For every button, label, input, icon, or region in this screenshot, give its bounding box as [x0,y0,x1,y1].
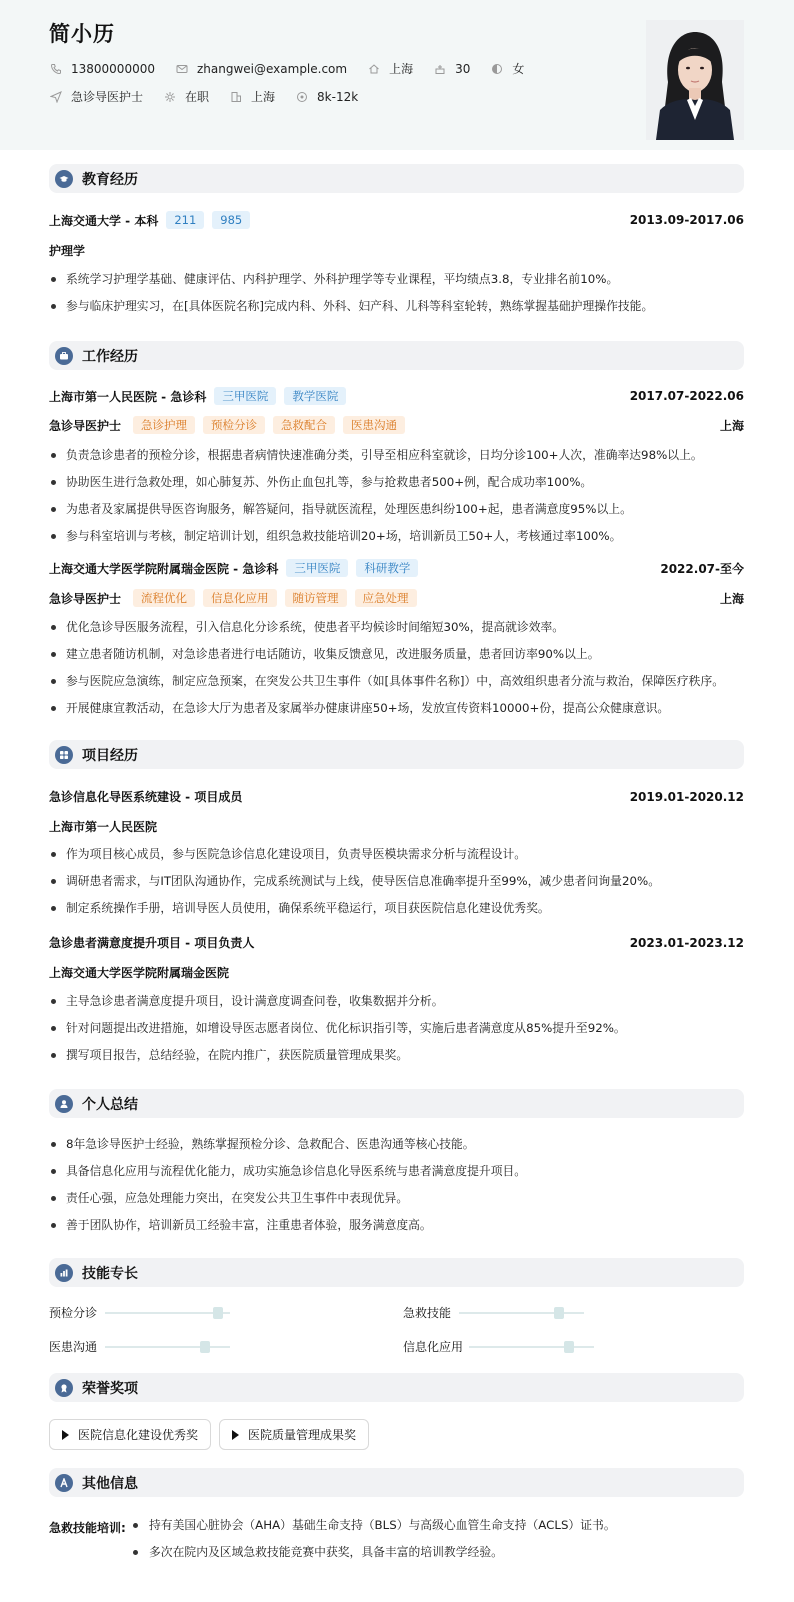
skill-level-marker [200,1341,210,1353]
email-item [175,62,347,76]
skill-name: 医患沟通 [49,1340,98,1354]
list-item: 为患者及家属提供导医咨询服务，解答疑问，指导就医流程，处理医患纠纷100+起，患者满意度95%以上。 [49,502,744,529]
play-icon [232,1430,239,1440]
list-item: 协助医生进行急救处理，如心肺复苏、外伤止血包扎等，参与抢救患者500+例，配合成功率100%。 [49,475,744,502]
work-entry-header [49,387,744,405]
salary-text: 8k-12k [317,89,359,104]
status-text: 在职 [185,90,210,104]
section-title: 工作经历 [82,348,138,365]
profile-photo [646,20,744,140]
graduation-cap-icon [55,170,73,188]
list-item: 开展健康宣教活动，在急诊大厅为患者及家属举办健康讲座50+场，发放宣传资料10000+份，提高公众健康意识。 [49,701,744,728]
project-bullets [49,994,744,1075]
contact-row [49,60,544,77]
work-period: 2022.07-至今 [660,561,744,576]
list-item: 主导急诊患者满意度提升项目，设计满意度调查问卷，收集数据并分析。 [49,994,744,1021]
list-item: 参与临床护理实习，在[具体医院名称]完成内科、外科、妇产科、儿科等科室轮转，熟练掌握基础护理操作技能。 [49,299,744,326]
phone-text: 13800000000 [71,61,155,76]
position-item [49,88,143,105]
status-item [163,88,209,105]
skill-name: 急救技能 [403,1306,452,1320]
list-item: 制定系统操作手册，培训导医人员使用，确保系统平稳运行，项目获医院信息化建设优秀奖。 [49,901,744,928]
other-bullets [130,1518,616,1572]
list-item: 参与科室培训与考核，制定培训计划，组织急救技能培训20+场，培训新员工50+人，考核通过率100%。 [49,529,744,556]
other-label: 急救技能培训: [49,1521,126,1535]
employer-tag: 科研教学 [356,559,418,577]
font-a-icon [55,1474,73,1492]
cake-icon [433,62,447,76]
section-title: 个人总结 [82,1096,138,1113]
list-item: 系统学习护理学基础、健康评估、内科护理学、外科护理学等专业课程，平均绩点3.8，专业排名前10%。 [49,272,744,299]
role-tag: 急救配合 [273,416,335,434]
list-item: 负责急诊患者的预检分诊，根据患者病情快速准确分类，引导至相应科室就诊，日均分诊100+人次，准确率达98%以上。 [49,448,744,475]
job-intent-row [49,88,378,105]
list-item: 作为项目核心成员，参与医院急诊信息化建设项目，负责导医模块需求分析与流程设计。 [49,847,744,874]
status-icon [163,90,177,104]
employer-tag: 教学医院 [284,387,346,405]
summary-bullets [49,1137,744,1245]
user-icon [55,1095,73,1113]
role-tag: 医患沟通 [343,416,405,434]
gender-text: 女 [512,62,525,76]
work-location: 上海 [719,591,744,606]
list-item: 针对问题提出改进措施，如增设导医志愿者岗位、优化标识指引等，实施后患者满意度从85%提升至92%。 [49,1021,744,1048]
section-title: 项目经历 [82,747,138,764]
education-section-header [49,164,744,193]
section-title: 其他信息 [82,1475,138,1492]
project-title: 急诊患者满意度提升项目 - 项目负责人 [49,936,255,950]
target-city-item [229,88,275,105]
school-tag: 211 [166,211,204,229]
skill-name: 预检分诊 [49,1306,98,1320]
skills-section-header [49,1258,744,1287]
skill-track [105,1312,230,1314]
list-item: 参与医院应急演练，制定应急预案，在突发公共卫生事件（如[具体事件名称]）中，高效组织患者分流与救治，保障医疗秩序。 [49,674,744,701]
role-tag: 预检分诊 [203,416,265,434]
candidate-name: 简小历 [49,22,115,46]
skill-name: 信息化应用 [403,1340,464,1354]
mail-icon [175,62,189,76]
position-text: 急诊导医护士 [71,90,144,104]
skill-track [105,1346,230,1348]
phone-item [49,62,155,76]
award-name: 医院质量管理成果奖 [248,1428,357,1442]
work-section-header [49,341,744,370]
chart-icon [55,1264,73,1282]
project-org-line [49,818,744,835]
role-tag: 流程优化 [133,589,195,607]
education-entry-header [49,211,744,229]
list-item: 建立患者随访机制，对急诊患者进行电话随访，收集反馈意见，改进服务质量，患者回访率90%以上。 [49,647,744,674]
gender-item [490,60,524,77]
salary-item [295,90,358,104]
project-org: 上海市第一人民医院 [49,820,158,834]
role-tag: 应急处理 [355,589,417,607]
skill-level-marker [564,1341,574,1353]
section-title: 荣誉奖项 [82,1380,138,1397]
briefcase-icon [55,347,73,365]
list-item: 调研患者需求，与IT团队沟通协作，完成系统测试与上线，使导医信息准确率提升至99%，减少患者问询量20%。 [49,874,744,901]
education-period: 2013.09-2017.06 [629,213,744,227]
work-bullets [49,620,744,728]
age-text: 30 [455,61,471,76]
list-item: 优化急诊导医服务流程，引入信息化分诊系统，使患者平均候诊时间缩短30%，提高就诊效率。 [49,620,744,647]
coin-icon [295,90,309,104]
work-location: 上海 [719,418,744,433]
age-item [433,62,470,76]
skill-item [49,1338,230,1355]
work-role-line [49,416,744,434]
target-city-text: 上海 [251,90,276,104]
list-item: 善于团队协作，培训新员工经验丰富，注重患者体验，服务满意度高。 [49,1218,744,1245]
play-icon [62,1430,69,1440]
list-item: 多次在院内及区域急救技能竞赛中获奖，具备丰富的培训教学经验。 [130,1545,616,1572]
school-name: 上海交通大学 - 本科 [49,213,159,228]
project-entry-header [49,934,744,951]
section-title: 技能专长 [82,1265,138,1282]
list-item: 撰写项目报告，总结经验，在院内推广，获医院质量管理成果奖。 [49,1048,744,1075]
role-title: 急诊导医护士 [49,418,122,433]
list-item: 持有美国心脏协会（AHA）基础生命支持（BLS）与高级心血管生命支持（ACLS）证书。 [130,1518,616,1545]
grid-icon [55,746,73,764]
medal-icon [55,1379,73,1397]
resume-header [0,0,794,150]
phone-icon [49,62,63,76]
project-period: 2019.01-2020.12 [629,789,744,804]
gender-icon [490,62,504,76]
employer-name: 上海交通大学医学院附属瑞金医院 - 急诊科 [49,561,279,576]
major-name: 护理学 [49,244,86,258]
home-icon [367,62,381,76]
major-line [49,242,744,259]
skill-level-marker [554,1307,564,1319]
education-bullets [49,272,744,326]
list-item: 8年急诊导医护士经验，熟练掌握预检分诊、急救配合、医患沟通等核心技能。 [49,1137,744,1164]
section-title: 教育经历 [82,171,138,188]
project-bullets [49,847,744,928]
employer-name: 上海市第一人民医院 - 急诊科 [49,389,207,404]
building-icon [229,90,243,104]
role-title: 急诊导医护士 [49,591,122,606]
list-item: 具备信息化应用与流程优化能力，成功实施急诊信息化导医系统与患者满意度提升项目。 [49,1164,744,1191]
list-item: 责任心强，应急处理能力突出，在突发公共卫生事件中表现优异。 [49,1191,744,1218]
skill-level-marker [213,1307,223,1319]
employer-tag: 三甲医院 [286,559,348,577]
other-section-header [49,1468,744,1497]
work-role-line [49,589,744,607]
role-tag: 随访管理 [285,589,347,607]
award-chip [219,1419,369,1450]
city-text: 上海 [389,62,414,76]
role-tag: 急诊护理 [133,416,195,434]
project-period: 2023.01-2023.12 [629,935,744,950]
skill-track [469,1346,594,1348]
project-section-header [49,740,744,769]
skill-item [403,1304,584,1321]
skill-item [403,1338,594,1355]
send-icon [49,90,63,104]
employer-tag: 三甲医院 [214,387,276,405]
awards-section-header [49,1373,744,1402]
project-org-line [49,964,744,981]
skill-track [459,1312,584,1314]
award-chip [49,1419,211,1450]
work-bullets [49,448,744,556]
role-tag: 信息化应用 [203,589,277,607]
city-item [367,60,413,77]
school-tag: 985 [212,211,250,229]
project-entry-header [49,788,744,805]
skill-item [49,1304,230,1321]
project-title: 急诊信息化导医系统建设 - 项目成员 [49,790,243,804]
project-org: 上海交通大学医学院附属瑞金医院 [49,966,230,980]
summary-section-header [49,1089,744,1118]
work-period: 2017.07-2022.06 [629,389,744,403]
work-entry-header [49,559,744,577]
award-name: 医院信息化建设优秀奖 [78,1428,199,1442]
email-text: zhangwei@example.com [196,61,348,76]
